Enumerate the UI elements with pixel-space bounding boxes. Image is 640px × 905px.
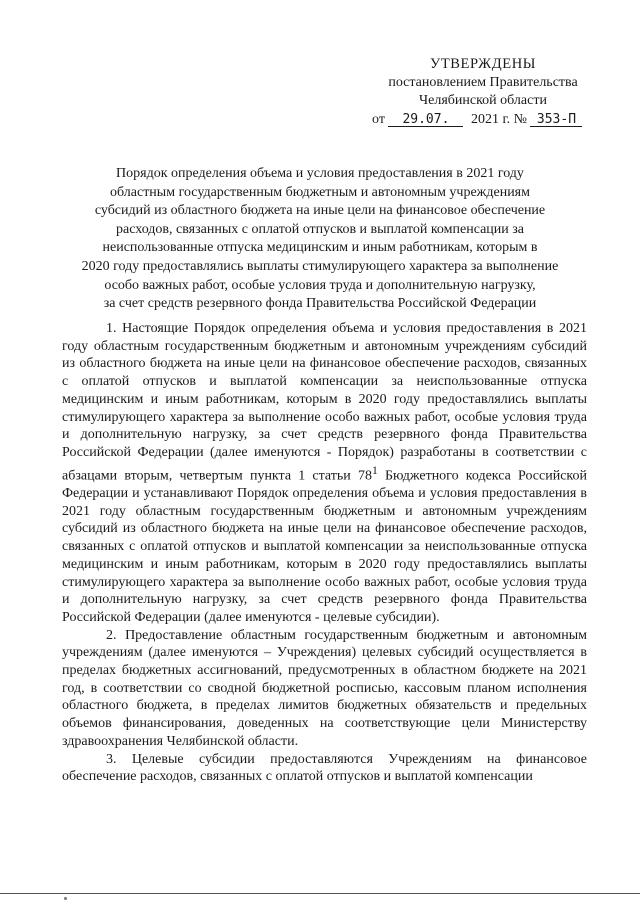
- approval-year: 2021 г. №: [470, 111, 527, 127]
- document-body: [62, 320, 587, 786]
- document-title: [60, 165, 580, 314]
- article-superscript: 1: [371, 463, 378, 477]
- title-line: за счет средств резервного фонда Правительства Российской Федерации: [103, 296, 537, 312]
- approval-date: 29.07.: [388, 113, 463, 127]
- paragraph-1: [62, 320, 587, 627]
- title-line: областным государственным бюджетным и автономным учреждениям: [110, 184, 530, 200]
- approval-line-government: постановлением Правительства: [388, 74, 578, 90]
- title-line: особо важных работ, особые условия труда и дополнительную нагрузку,: [104, 277, 536, 293]
- paragraph-1-text-b: Бюджетного кодекса Российской Федерации и устанавливают Порядок определения объема и условия предоставления в 2021 году областным государственным бюджетным и автономным учреждениям субсидий из областного бюджета на иные цели на финансовое обеспечение расходов, связанных с оплатой отпусков и выплатой компенсации за неиспользованные отпуска медицинским и иным работникам, которым в 2020 году предоставлялись выплаты стимулирующего характера за выполнение особо важных работ, особые условия труда и дополнительную нагрузку, за счет средств резервного фонда Правительства Российской Федерации (далее именуются - целевые субсидии).: [62, 468, 588, 625]
- approval-title: УТВЕРЖДЕНЫ: [429, 56, 537, 72]
- paragraph-3: 3. Целевые субсидии предоставляются Учреждениям на финансовое обеспечение расходов, связанных с оплатой отпусков и выплатой компенсации: [62, 751, 587, 785]
- paragraph-1-text-a: 1. Настоящие Порядок определения объема и условия предоставления в 2021 году областным государственным бюджетным и автономным учреждениям субсидий из областного бюджета на иные цели на финансовое обеспечение расходов, связанных с оплатой отпусков и выплатой компенсации за неиспользованные отпуска медицинским и иным работникам, которым в 2020 году предоставлялись выплаты стимулирующего характера за выполнение особо важных работ, особые условия труда и дополнительную нагрузку, за счет средств резервного фонда Правительства Российской Федерации (далее именуются - Порядок) разработаны в соответствии с абзацами вторым, четвертым пункта 1 статьи 78: [62, 321, 587, 484]
- approval-line-region: Челябинской области: [419, 93, 547, 108]
- scan-speck: [64, 897, 67, 900]
- title-line: субсидий из областного бюджета на иные цели на финансовое обеспечение: [94, 203, 546, 219]
- approval-stamp: [372, 55, 594, 129]
- approval-date-line: [372, 111, 594, 130]
- title-line: неиспользованные отпуска медицинским и иным работникам, которым в: [102, 240, 538, 256]
- title-line: расходов, связанных с оплатой отпусков и выплатой компенсации за: [115, 221, 525, 237]
- approval-number: 353-П: [530, 113, 582, 127]
- title-line: 2020 году предоставлялись выплаты стимулирующего характера за выполнение: [81, 258, 559, 274]
- page-bottom-rule: [0, 893, 640, 894]
- date-prefix: от: [372, 111, 385, 127]
- title-line: Порядок определения объема и условия предоставления в 2021 году: [116, 166, 524, 181]
- paragraph-2: 2. Предоставление областным государственным бюджетным и автономным учреждениям (далее именуются – Учреждения) целевых субсидий осуществляется в пределах бюджетных ассигнований, предусмотренных в областном бюджете на 2021 год, в соответствии со сводной бюджетной росписью, кассовым планом исполнения областного бюджета, в пределах лимитов бюджетных обязательств и предельных объемов финансирования, доведенных на соответствующие цели Министерству здравоохранения Челябинской области.: [62, 627, 587, 749]
